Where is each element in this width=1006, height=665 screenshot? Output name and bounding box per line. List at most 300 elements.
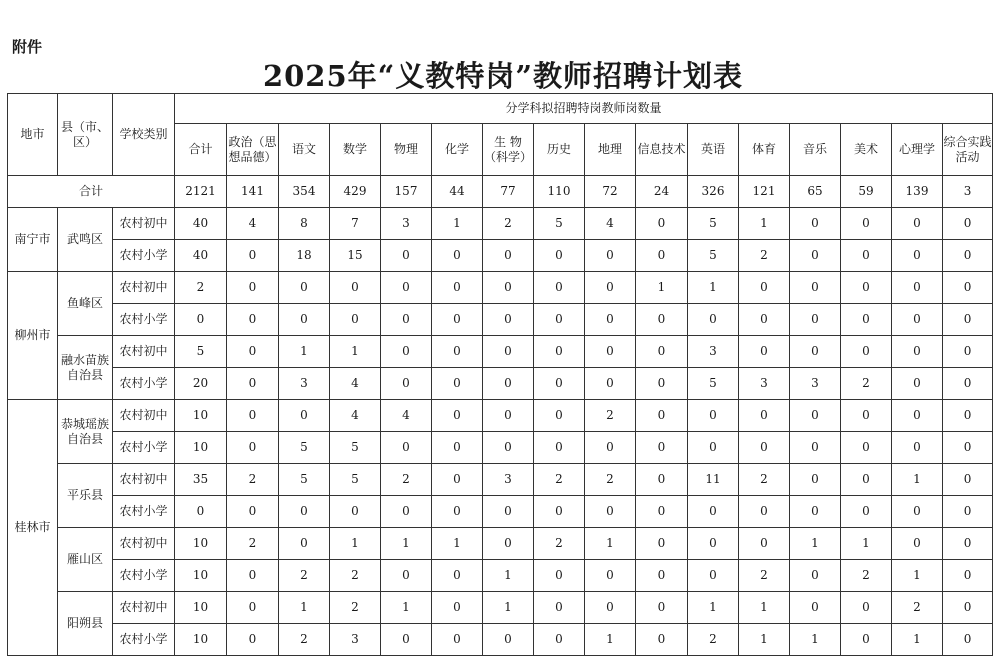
value-cell: 0 xyxy=(585,336,636,368)
county-cell: 平乐县 xyxy=(58,464,113,528)
value-cell: 0 xyxy=(227,560,279,592)
value-cell: 0 xyxy=(841,432,892,464)
value-cell: 2 xyxy=(534,528,585,560)
subject-header-2: 语文 xyxy=(279,124,330,176)
value-cell: 0 xyxy=(432,464,483,496)
value-cell: 0 xyxy=(892,336,943,368)
value-cell: 0 xyxy=(943,528,993,560)
value-cell: 0 xyxy=(739,272,790,304)
value-cell: 0 xyxy=(483,496,534,528)
total-value-15: 3 xyxy=(943,176,993,208)
value-cell: 0 xyxy=(483,368,534,400)
value-cell: 0 xyxy=(790,208,841,240)
city-cell: 柳州市 xyxy=(8,272,58,400)
value-cell: 0 xyxy=(688,560,739,592)
value-cell: 0 xyxy=(585,496,636,528)
value-cell: 0 xyxy=(892,528,943,560)
value-cell: 0 xyxy=(841,592,892,624)
value-cell: 0 xyxy=(688,304,739,336)
value-cell: 0 xyxy=(841,208,892,240)
value-cell: 7 xyxy=(330,208,381,240)
total-value-4: 157 xyxy=(381,176,432,208)
subject-header-13: 美术 xyxy=(841,124,892,176)
value-cell: 2 xyxy=(534,464,585,496)
county-cell: 雁山区 xyxy=(58,528,113,592)
county-cell: 武鸣区 xyxy=(58,208,113,272)
value-cell: 0 xyxy=(534,592,585,624)
subject-header-5: 化学 xyxy=(432,124,483,176)
value-cell: 0 xyxy=(585,592,636,624)
value-cell: 0 xyxy=(688,528,739,560)
subject-header-3: 数学 xyxy=(330,124,381,176)
value-cell: 2 xyxy=(175,272,227,304)
value-cell: 0 xyxy=(841,240,892,272)
value-cell: 0 xyxy=(227,496,279,528)
value-cell: 0 xyxy=(432,592,483,624)
value-cell: 1 xyxy=(279,592,330,624)
subject-header-11: 体育 xyxy=(739,124,790,176)
school-type-cell: 农村初中 xyxy=(113,592,175,624)
subject-group-header: 分学科拟招聘特岗教师岗数量 xyxy=(175,94,993,124)
value-cell: 0 xyxy=(483,240,534,272)
value-cell: 0 xyxy=(534,304,585,336)
value-cell: 0 xyxy=(688,496,739,528)
value-cell: 0 xyxy=(534,336,585,368)
school-type-cell: 农村初中 xyxy=(113,464,175,496)
value-cell: 0 xyxy=(381,272,432,304)
city-cell: 南宁市 xyxy=(8,208,58,272)
school-type-cell: 农村小学 xyxy=(113,304,175,336)
value-cell: 10 xyxy=(175,560,227,592)
value-cell: 1 xyxy=(483,560,534,592)
value-cell: 0 xyxy=(636,304,688,336)
value-cell: 0 xyxy=(175,304,227,336)
value-cell: 0 xyxy=(381,496,432,528)
value-cell: 2 xyxy=(227,464,279,496)
value-cell: 40 xyxy=(175,240,227,272)
value-cell: 0 xyxy=(483,400,534,432)
school-type-cell: 农村小学 xyxy=(113,624,175,656)
value-cell: 0 xyxy=(841,624,892,656)
value-cell: 0 xyxy=(841,336,892,368)
value-cell: 0 xyxy=(892,304,943,336)
subject-header-8: 地理 xyxy=(585,124,636,176)
value-cell: 1 xyxy=(892,560,943,592)
school-type-cell: 农村初中 xyxy=(113,336,175,368)
value-cell: 0 xyxy=(841,304,892,336)
subject-header-4: 物理 xyxy=(381,124,432,176)
value-cell: 0 xyxy=(636,208,688,240)
value-cell: 0 xyxy=(943,240,993,272)
value-cell: 15 xyxy=(330,240,381,272)
total-row xyxy=(8,176,993,208)
value-cell: 3 xyxy=(483,464,534,496)
value-cell: 0 xyxy=(790,240,841,272)
table-row xyxy=(8,336,993,368)
value-cell: 0 xyxy=(892,240,943,272)
value-cell: 0 xyxy=(279,272,330,304)
value-cell: 0 xyxy=(943,432,993,464)
school-type-cell: 农村小学 xyxy=(113,240,175,272)
value-cell: 2 xyxy=(739,560,790,592)
school-type-cell: 农村初中 xyxy=(113,400,175,432)
value-cell: 0 xyxy=(227,592,279,624)
value-cell: 0 xyxy=(636,368,688,400)
value-cell: 1 xyxy=(432,528,483,560)
table-row xyxy=(8,560,993,592)
subject-header-10: 英语 xyxy=(688,124,739,176)
value-cell: 0 xyxy=(483,272,534,304)
county-cell: 融水苗族 自治县 xyxy=(58,336,113,400)
value-cell: 0 xyxy=(943,336,993,368)
value-cell: 0 xyxy=(943,400,993,432)
total-value-1: 141 xyxy=(227,176,279,208)
value-cell: 0 xyxy=(175,496,227,528)
total-value-14: 139 xyxy=(892,176,943,208)
value-cell: 0 xyxy=(279,528,330,560)
attachment-label: 附件 xyxy=(12,38,43,56)
school-type-header: 学校类别 xyxy=(113,94,175,176)
value-cell: 0 xyxy=(790,272,841,304)
document-title: 2025年“义教特岗”教师招聘计划表 xyxy=(262,59,744,93)
county-header: 县（市、 区） xyxy=(58,94,113,176)
value-cell: 0 xyxy=(943,272,993,304)
value-cell: 0 xyxy=(534,368,585,400)
total-value-7: 110 xyxy=(534,176,585,208)
value-cell: 0 xyxy=(636,496,688,528)
table-row xyxy=(8,400,993,432)
value-cell: 0 xyxy=(381,304,432,336)
value-cell: 0 xyxy=(227,336,279,368)
value-cell: 20 xyxy=(175,368,227,400)
value-cell: 0 xyxy=(534,272,585,304)
value-cell: 0 xyxy=(279,304,330,336)
value-cell: 0 xyxy=(790,336,841,368)
value-cell: 0 xyxy=(483,432,534,464)
value-cell: 0 xyxy=(790,432,841,464)
value-cell: 0 xyxy=(636,624,688,656)
value-cell: 2 xyxy=(483,208,534,240)
value-cell: 0 xyxy=(279,400,330,432)
value-cell: 0 xyxy=(432,240,483,272)
value-cell: 5 xyxy=(534,208,585,240)
value-cell: 0 xyxy=(585,432,636,464)
value-cell: 1 xyxy=(330,528,381,560)
value-cell: 0 xyxy=(790,464,841,496)
value-cell: 1 xyxy=(841,528,892,560)
value-cell: 10 xyxy=(175,624,227,656)
value-cell: 0 xyxy=(841,496,892,528)
value-cell: 0 xyxy=(330,272,381,304)
value-cell: 2 xyxy=(330,592,381,624)
value-cell: 0 xyxy=(790,592,841,624)
value-cell: 0 xyxy=(483,624,534,656)
value-cell: 1 xyxy=(688,592,739,624)
school-type-cell: 农村初中 xyxy=(113,528,175,560)
value-cell: 0 xyxy=(739,432,790,464)
value-cell: 18 xyxy=(279,240,330,272)
value-cell: 0 xyxy=(943,368,993,400)
total-value-6: 77 xyxy=(483,176,534,208)
value-cell: 3 xyxy=(739,368,790,400)
value-cell: 5 xyxy=(688,240,739,272)
value-cell: 0 xyxy=(381,240,432,272)
value-cell: 40 xyxy=(175,208,227,240)
total-value-13: 59 xyxy=(841,176,892,208)
value-cell: 0 xyxy=(432,336,483,368)
value-cell: 1 xyxy=(330,336,381,368)
value-cell: 0 xyxy=(892,496,943,528)
table-row xyxy=(8,240,993,272)
value-cell: 0 xyxy=(790,496,841,528)
value-cell: 1 xyxy=(483,592,534,624)
value-cell: 0 xyxy=(943,304,993,336)
value-cell: 0 xyxy=(636,400,688,432)
value-cell: 2 xyxy=(279,624,330,656)
value-cell: 5 xyxy=(330,464,381,496)
subject-header-1: 政治（思 想品德） xyxy=(227,124,279,176)
value-cell: 5 xyxy=(175,336,227,368)
value-cell: 1 xyxy=(381,592,432,624)
total-value-5: 44 xyxy=(432,176,483,208)
value-cell: 4 xyxy=(227,208,279,240)
value-cell: 0 xyxy=(790,304,841,336)
subject-header-14: 心理学 xyxy=(892,124,943,176)
value-cell: 0 xyxy=(688,432,739,464)
value-cell: 0 xyxy=(279,496,330,528)
value-cell: 0 xyxy=(636,336,688,368)
value-cell: 2 xyxy=(279,560,330,592)
table-row xyxy=(8,368,993,400)
value-cell: 0 xyxy=(636,592,688,624)
value-cell: 0 xyxy=(892,272,943,304)
value-cell: 0 xyxy=(432,432,483,464)
value-cell: 5 xyxy=(330,432,381,464)
value-cell: 1 xyxy=(892,464,943,496)
table-row xyxy=(8,272,993,304)
value-cell: 0 xyxy=(790,400,841,432)
value-cell: 4 xyxy=(381,400,432,432)
value-cell: 2 xyxy=(330,560,381,592)
total-value-10: 326 xyxy=(688,176,739,208)
value-cell: 1 xyxy=(739,592,790,624)
value-cell: 5 xyxy=(688,208,739,240)
value-cell: 0 xyxy=(227,272,279,304)
value-cell: 0 xyxy=(892,432,943,464)
value-cell: 0 xyxy=(943,624,993,656)
school-type-cell: 农村初中 xyxy=(113,208,175,240)
value-cell: 0 xyxy=(636,528,688,560)
value-cell: 3 xyxy=(330,624,381,656)
value-cell: 0 xyxy=(585,240,636,272)
value-cell: 2 xyxy=(841,368,892,400)
total-value-2: 354 xyxy=(279,176,330,208)
value-cell: 0 xyxy=(227,624,279,656)
value-cell: 10 xyxy=(175,528,227,560)
value-cell: 2 xyxy=(585,400,636,432)
value-cell: 0 xyxy=(892,208,943,240)
value-cell: 0 xyxy=(432,560,483,592)
value-cell: 1 xyxy=(585,624,636,656)
value-cell: 5 xyxy=(279,464,330,496)
value-cell: 0 xyxy=(381,336,432,368)
total-value-9: 24 xyxy=(636,176,688,208)
value-cell: 0 xyxy=(739,528,790,560)
value-cell: 0 xyxy=(227,400,279,432)
table-row xyxy=(8,528,993,560)
subject-header-0: 合计 xyxy=(175,124,227,176)
value-cell: 0 xyxy=(483,528,534,560)
value-cell: 2 xyxy=(688,624,739,656)
value-cell: 0 xyxy=(432,272,483,304)
value-cell: 11 xyxy=(688,464,739,496)
value-cell: 0 xyxy=(432,304,483,336)
value-cell: 0 xyxy=(330,304,381,336)
value-cell: 0 xyxy=(432,624,483,656)
value-cell: 10 xyxy=(175,592,227,624)
value-cell: 0 xyxy=(432,400,483,432)
value-cell: 1 xyxy=(636,272,688,304)
value-cell: 0 xyxy=(381,624,432,656)
value-cell: 0 xyxy=(585,560,636,592)
table-row xyxy=(8,432,993,464)
value-cell: 0 xyxy=(636,432,688,464)
value-cell: 0 xyxy=(943,208,993,240)
value-cell: 0 xyxy=(534,560,585,592)
value-cell: 0 xyxy=(688,400,739,432)
value-cell: 0 xyxy=(534,432,585,464)
value-cell: 4 xyxy=(330,368,381,400)
value-cell: 1 xyxy=(279,336,330,368)
total-value-0: 2121 xyxy=(175,176,227,208)
value-cell: 1 xyxy=(432,208,483,240)
value-cell: 0 xyxy=(534,240,585,272)
value-cell: 10 xyxy=(175,432,227,464)
subject-header-6: 生 物 （科学） xyxy=(483,124,534,176)
subject-header-9: 信息技术 xyxy=(636,124,688,176)
value-cell: 0 xyxy=(841,400,892,432)
subject-header-12: 音乐 xyxy=(790,124,841,176)
value-cell: 3 xyxy=(381,208,432,240)
table-row xyxy=(8,208,993,240)
subject-header-7: 历史 xyxy=(534,124,585,176)
value-cell: 0 xyxy=(943,592,993,624)
value-cell: 0 xyxy=(636,560,688,592)
recruitment-plan-table xyxy=(7,93,993,656)
value-cell: 0 xyxy=(739,304,790,336)
county-cell: 阳朔县 xyxy=(58,592,113,656)
total-value-12: 65 xyxy=(790,176,841,208)
value-cell: 5 xyxy=(688,368,739,400)
value-cell: 1 xyxy=(739,208,790,240)
value-cell: 0 xyxy=(534,400,585,432)
value-cell: 0 xyxy=(841,272,892,304)
value-cell: 1 xyxy=(585,528,636,560)
value-cell: 8 xyxy=(279,208,330,240)
value-cell: 1 xyxy=(739,624,790,656)
value-cell: 3 xyxy=(279,368,330,400)
value-cell: 0 xyxy=(585,368,636,400)
value-cell: 2 xyxy=(227,528,279,560)
school-type-cell: 农村小学 xyxy=(113,496,175,528)
value-cell: 0 xyxy=(636,240,688,272)
value-cell: 0 xyxy=(483,304,534,336)
value-cell: 0 xyxy=(739,336,790,368)
value-cell: 2 xyxy=(381,464,432,496)
value-cell: 0 xyxy=(892,368,943,400)
value-cell: 0 xyxy=(739,400,790,432)
value-cell: 0 xyxy=(534,496,585,528)
value-cell: 0 xyxy=(432,368,483,400)
value-cell: 0 xyxy=(227,240,279,272)
value-cell: 0 xyxy=(943,464,993,496)
county-cell: 鱼峰区 xyxy=(58,272,113,336)
value-cell: 5 xyxy=(279,432,330,464)
total-label: 合计 xyxy=(8,176,175,208)
school-type-cell: 农村小学 xyxy=(113,560,175,592)
value-cell: 1 xyxy=(892,624,943,656)
city-cell: 桂林市 xyxy=(8,400,58,656)
city-header: 地市 xyxy=(8,94,58,176)
total-value-3: 429 xyxy=(330,176,381,208)
value-cell: 0 xyxy=(943,496,993,528)
value-cell: 35 xyxy=(175,464,227,496)
value-cell: 0 xyxy=(585,272,636,304)
value-cell: 0 xyxy=(227,432,279,464)
value-cell: 2 xyxy=(841,560,892,592)
value-cell: 0 xyxy=(739,496,790,528)
value-cell: 2 xyxy=(585,464,636,496)
value-cell: 0 xyxy=(892,400,943,432)
value-cell: 3 xyxy=(790,368,841,400)
value-cell: 0 xyxy=(534,624,585,656)
value-cell: 10 xyxy=(175,400,227,432)
school-type-cell: 农村小学 xyxy=(113,368,175,400)
value-cell: 2 xyxy=(739,240,790,272)
value-cell: 0 xyxy=(585,304,636,336)
value-cell: 0 xyxy=(483,336,534,368)
table-row xyxy=(8,464,993,496)
header-row-top xyxy=(8,94,993,124)
value-cell: 1 xyxy=(381,528,432,560)
subject-header-15: 综合实践 活动 xyxy=(943,124,993,176)
value-cell: 0 xyxy=(381,368,432,400)
school-type-cell: 农村小学 xyxy=(113,432,175,464)
value-cell: 2 xyxy=(739,464,790,496)
value-cell: 0 xyxy=(330,496,381,528)
value-cell: 1 xyxy=(790,624,841,656)
value-cell: 1 xyxy=(790,528,841,560)
table-row xyxy=(8,496,993,528)
value-cell: 0 xyxy=(432,496,483,528)
county-cell: 恭城瑶族 自治县 xyxy=(58,400,113,464)
table-row xyxy=(8,592,993,624)
value-cell: 4 xyxy=(585,208,636,240)
value-cell: 0 xyxy=(227,304,279,336)
value-cell: 0 xyxy=(381,432,432,464)
value-cell: 1 xyxy=(688,272,739,304)
value-cell: 2 xyxy=(892,592,943,624)
table-body xyxy=(8,176,993,656)
school-type-cell: 农村初中 xyxy=(113,272,175,304)
value-cell: 4 xyxy=(330,400,381,432)
value-cell: 0 xyxy=(227,368,279,400)
total-value-11: 121 xyxy=(739,176,790,208)
table-row xyxy=(8,304,993,336)
value-cell: 0 xyxy=(381,560,432,592)
table-row xyxy=(8,624,993,656)
value-cell: 3 xyxy=(688,336,739,368)
